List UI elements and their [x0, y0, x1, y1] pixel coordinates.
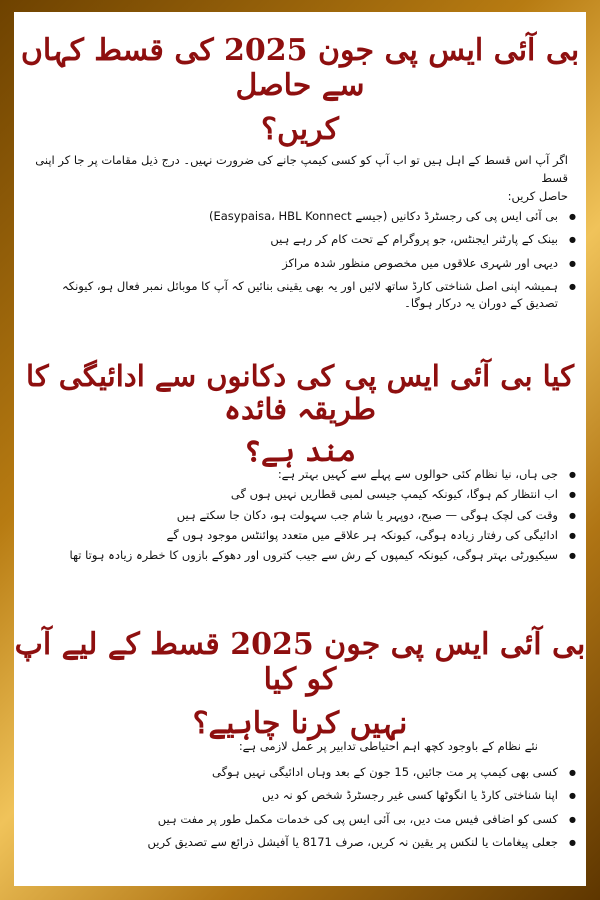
section1-heading	[14, 34, 586, 148]
section1-heading-line2: کریں؟	[261, 112, 339, 147]
article-card	[14, 12, 586, 886]
section3-heading-line2: نہیں کرنا چاہیے؟	[192, 706, 408, 741]
list-item: ● جی ہاں، نیا نظام کئی حوالوں سے پہلے سے کہیں بہتر ہے:	[28, 466, 558, 483]
list-item: ● وقت کی لچک ہوگی — صبح، دوپہر یا شام جب سہولت ہو، دکان جا سکتے ہیں	[28, 507, 558, 524]
list-item: ● بی آئی ایس پی کی رجسٹرڈ دکانیں (جیسے Easypaisa، HBL Konnect)	[28, 208, 558, 225]
section3-heading-line1: بی آئی ایس پی جون 2025 قسط کے لیے آپ کو کیا	[14, 627, 586, 697]
section3-heading	[14, 628, 586, 742]
list-item: ● اب انتظار کم ہوگا، کیونکہ کیمپ جیسی لمبی قطاریں نہیں ہوں گی	[28, 486, 558, 503]
section1-intro-line1: اگر آپ اس قسط کے اہل ہیں تو اب آپ کو کسی کیمپ جانے کی ضرورت نہیں۔ درج ذیل مقامات پر جا کر اپنی قسط	[35, 153, 568, 185]
section2-heading-line1: کیا بی آئی ایس پی کی دکانوں سے ادائیگی کا طریقہ فائدہ	[26, 359, 574, 427]
section3-bullet-list	[28, 764, 580, 857]
list-item: ● ادائیگی کی رفتار زیادہ ہوگی، کیونکہ ہر علاقے میں متعدد پوائنٹس موجود ہوں گے	[28, 527, 558, 544]
section1-heading-line1: بی آئی ایس پی جون 2025 کی قسط کہاں سے حاصل	[20, 33, 580, 103]
list-item: ● بینک کے پارٹنر ایجنٹس، جو پروگرام کے تحت کام کر رہے ہیں	[28, 231, 558, 248]
list-item: ● دیہی اور شہری علاقوں میں مخصوص منظور شدہ مراکز	[28, 255, 558, 272]
list-item: ● سیکیورٹی بہتر ہوگی، کیونکہ کیمپوں کے رش سے جیب کتروں اور دھوکے بازوں کا خطرہ زیادہ ہوتا تھا	[28, 547, 558, 564]
list-item: ● کسی کو اضافی فیس مت دیں، بی آئی ایس پی کی خدمات مکمل طور پر مفت ہیں	[28, 811, 558, 828]
section2-bullet-list	[28, 466, 580, 567]
section1-intro	[28, 152, 568, 205]
section1-bullet-list	[28, 208, 580, 318]
section2-heading-line2: مند ہے؟	[243, 433, 357, 468]
list-item: ● کسی بھی کیمپ پر مت جائیں، 15 جون کے بعد وہاں ادائیگی نہیں ہوگی	[28, 764, 558, 781]
section3-intro	[28, 738, 568, 756]
list-item: ● اپنا شناختی کارڈ یا انگوٹھا کسی غیر رجسٹرڈ شخص کو نہ دیں	[28, 787, 558, 804]
section2-heading	[14, 360, 586, 468]
list-item: ● ہمیشہ اپنی اصل شناختی کارڈ ساتھ لائیں اور یہ بھی یقینی بنائیں کہ آپ کا موبائل نمبر فعال ہو، کیونکہ تصدیق کے دوران یہ درکار ہوگا۔	[28, 278, 558, 313]
section3-intro-line1: نئے نظام کے باوجود کچھ اہم احتیاطی تدابیر پر عمل لازمی ہے:	[238, 739, 538, 753]
section1-intro-line2: حاصل کریں:	[507, 188, 568, 203]
list-item: ● جعلی پیغامات یا لنکس پر یقین نہ کریں، صرف 8171 یا آفیشل ذرائع سے تصدیق کریں	[28, 834, 558, 851]
